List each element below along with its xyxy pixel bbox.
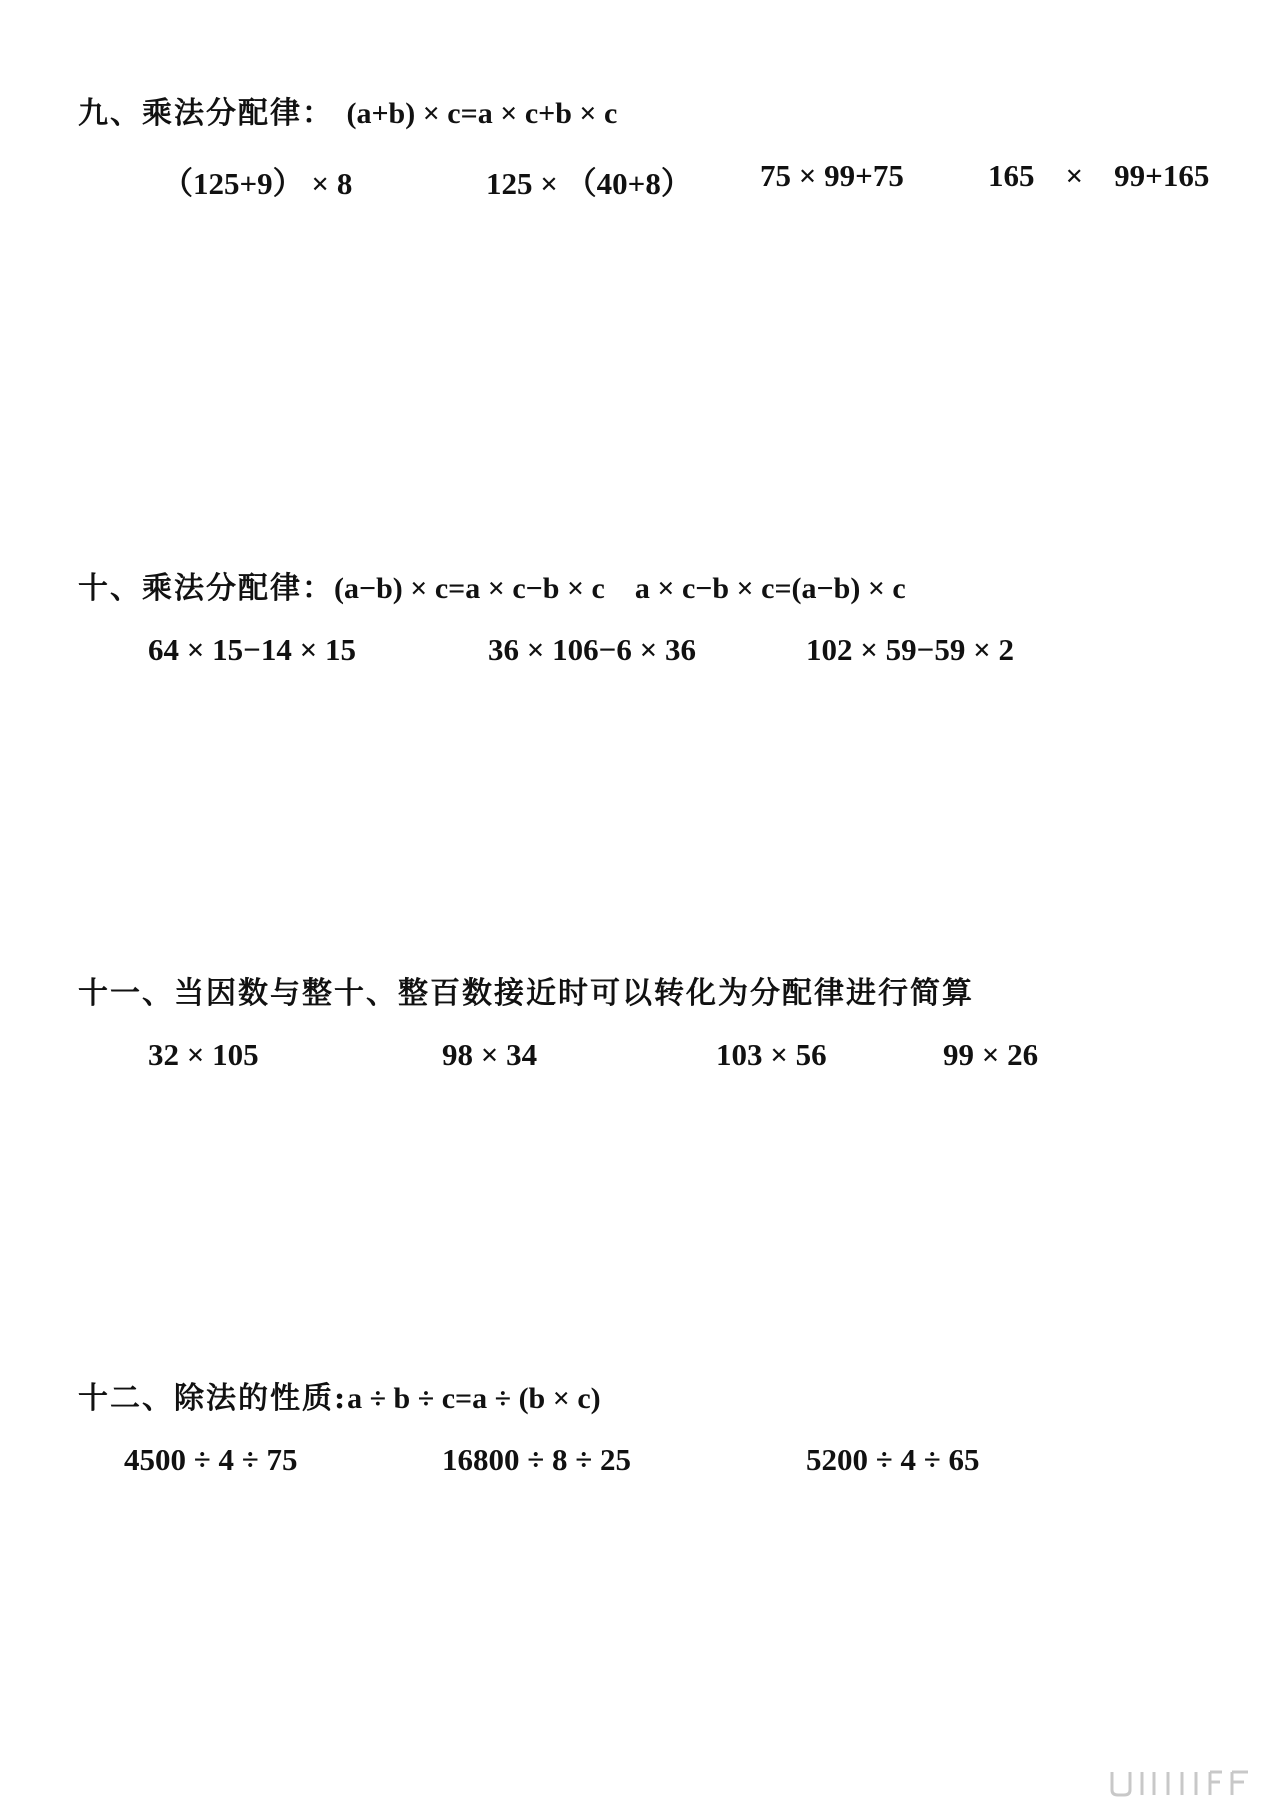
problem-10-3: 102 × 59−59 × 2 xyxy=(806,632,1014,667)
problem-12-3: 5200 ÷ 4 ÷ 65 xyxy=(806,1442,980,1477)
section-9-title xyxy=(78,88,617,132)
section-11-title xyxy=(78,968,974,1012)
problem-9-4: 165 × 99+165 xyxy=(988,158,1210,193)
section-12-title xyxy=(78,1373,601,1417)
problem-9-2: 125 × （40+8） xyxy=(486,166,692,201)
problem-10-2: 36 × 106−6 × 36 xyxy=(488,632,696,667)
problem-11-2: 98 × 34 xyxy=(442,1037,538,1072)
section-12-formula: a ÷ b ÷ c=a ÷ (b × c) xyxy=(347,1382,601,1415)
problem-11-1: 32 × 105 xyxy=(148,1037,259,1072)
section-10-formula: (a−b) × c=a × c−b × c a × c−b × c=(a−b) × c xyxy=(334,572,906,605)
problem-10-1: 64 × 15−14 × 15 xyxy=(148,632,356,667)
problem-9-1: （125+9） × 8 xyxy=(162,166,353,201)
section-10-title xyxy=(78,563,906,607)
section-10-heading: 十、乘法分配律： xyxy=(78,571,334,606)
section-9-formula: (a+b) × c=a × c+b × c xyxy=(346,97,618,130)
problem-12-2: 16800 ÷ 8 ÷ 25 xyxy=(442,1442,632,1477)
section-9-heading: 九、乘法分配律： xyxy=(78,96,334,131)
corner-mark-icon xyxy=(1108,1768,1258,1798)
problem-9-3: 75 × 99+75 xyxy=(760,158,904,193)
problem-11-4: 99 × 26 xyxy=(943,1037,1039,1072)
problem-12-1: 4500 ÷ 4 ÷ 75 xyxy=(124,1442,298,1477)
problem-11-3: 103 × 56 xyxy=(716,1037,827,1072)
section-12-heading: 十二、除法的性质: xyxy=(78,1381,348,1416)
section-11-heading: 十一、当因数与整十、整百数接近时可以转化为分配律进行简算 xyxy=(78,976,974,1011)
